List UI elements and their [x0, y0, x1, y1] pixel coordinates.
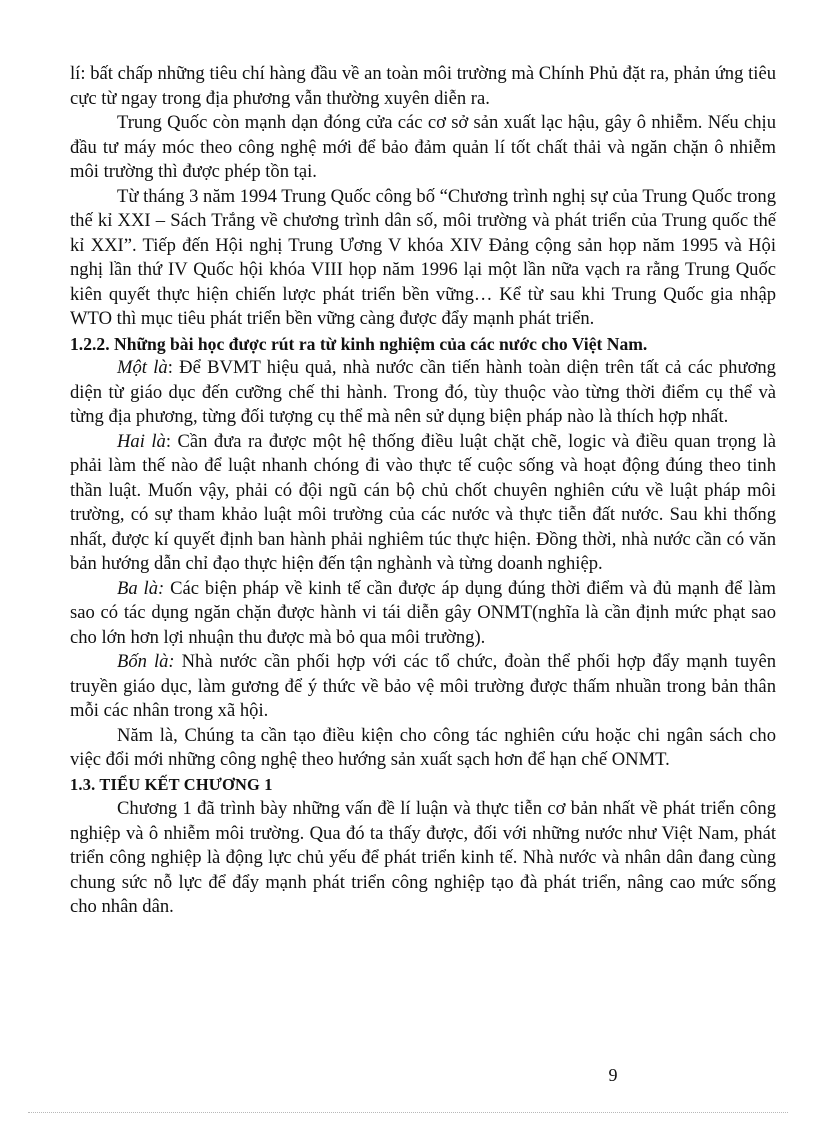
paragraph-lesson-one [70, 356, 776, 430]
paragraph-factory-closure: Trung Quốc còn mạnh dạn đóng cửa các cơ sở sản xuất lạc hậu, gây ô nhiễm. Nếu chịu đầu tư máy móc theo công nghệ mới để bảo đảm quản lí tốt chất thải và ngăn chặn ô nhiễm môi trường thì được phép tồn tại. [70, 112, 776, 182]
lesson-two-lead: Hai là [117, 430, 166, 452]
lesson-one-lead: Một là [117, 357, 168, 378]
paragraph-agenda-xxi: Từ tháng 3 năm 1994 Trung Quốc công bố “Chương trình nghị sự của Trung Quốc trong thế kỉ XXI – Sách Trắng về chương trình dân số, môi trường và phát triển của Trung quốc thế kỉ XXI”. Tiếp đến Hội nghị Trung Ương V khóa XIV Đảng cộng sản họp năm 1995 và Hội nghị lần thứ IV Quốc hội khóa VIII họp năm 1996 lại một lần nữa vạch ra rằng Trung Quốc kiên quyết thực hiện chiến lược phát triển bền vững… Kể từ sau khi Trung Quốc gia nhập WTO thì mục tiêu phát triển bền vững càng được đẩy mạnh phát triển. [70, 185, 776, 329]
document-body [70, 62, 776, 920]
paragraph-lesson-five: Năm là, Chúng ta cần tạo điều kiện cho công tác nghiên cứu hoặc chi ngân sách cho việc đổi mới những công nghệ theo hướng sản xuất sạch hơn để hạn chế ONMT. [70, 724, 776, 770]
lesson-three-body: Các biện pháp về kinh tế cần được áp dụng đúng thời điểm và đủ mạnh để làm sao có tác dụng ngăn chặn được hành vi tái diễn gây ONMT(nghĩa là cần định mức phạt sao cho lớn hơn lợi nhuận thu được mà bỏ qua môi trường). [70, 577, 776, 648]
lesson-three-lead: Ba là: [117, 577, 165, 599]
paragraph-lesson-two [70, 430, 776, 577]
paragraph-lesson-four [70, 650, 776, 724]
section-heading-1-2-2: 1.2.2. Những bài học được rút ra từ kinh nghiệm của các nước cho Việt Nam. [70, 333, 648, 354]
footer-divider [28, 1112, 788, 1113]
lesson-one-body: : Để BVMT hiệu quả, nhà nước cần tiến hành toàn diện trên tất cả các phương diện từ giáo dục đến cưỡng chế thi hành. Trong đó, tùy thuộc vào từng thời điểm cụ thể và từng địa phương, từng đối tượng cụ thể mà nên sử dụng biện pháp nào là thích hợp nhất. [70, 357, 776, 427]
lesson-four-lead: Bốn là: [117, 651, 175, 672]
paragraph-continuation: lí: bất chấp những tiêu chí hàng đầu về an toàn môi trường mà Chính Phủ đặt ra, phản ứng tiêu cực từ ngay trong địa phương vẫn thường xuyên diễn ra. [70, 63, 776, 109]
section-heading-1-3: 1.3. TIỂU KẾT CHƯƠNG 1 [70, 774, 273, 794]
paragraph-chapter-summary: Chương 1 đã trình bày những vấn đề lí luận và thực tiễn cơ bản nhất về phát triển công nghiệp và ô nhiễm môi trường. Qua đó ta thấy được, đối với những nước như Việt Nam, phát triển công nghiệp là động lực chủ yếu để phát triển kinh tế. Nhà nước và nhân dân đang cùng chung sức nỗ lực để đẩy mạnh phát triển công nghiệp tạo đà phát triển, nâng cao mức sống cho nhân dân. [70, 798, 776, 917]
page-number: 9 [608, 1065, 618, 1085]
lesson-two-body: : Cần đưa ra được một hệ thống điều luật chặt chẽ, logic và điều quan trọng là phải làm thế nào để luật nhanh chóng đi vào thực tế cuộc sống và hoạt động đúng theo tinh thần luật. Muốn vậy, phải có đội ngũ cán bộ chủ chốt chuyên nghiên cứu về luật pháp môi trường, có sự tham khảo luật môi trường của các nước và thực tiễn đất nước. Sau khi thống nhất, được kí quyết định ban hành phải nghiêm túc thực hiện. Đồng thời, nhà nước cần có văn bản hướng dẫn chỉ đạo thực hiện đến tận nghành và từng doanh nghiệp. [70, 430, 776, 574]
lesson-four-body: Nhà nước cần phối hợp với các tổ chức, đoàn thể phối hợp đẩy mạnh tuyên truyền giáo dục, làm gương để ý thức về bảo vệ môi trường được thấm nhuần trong bản thân mỗi các nhân trong xã hội. [70, 651, 777, 721]
paragraph-lesson-three [70, 577, 776, 651]
